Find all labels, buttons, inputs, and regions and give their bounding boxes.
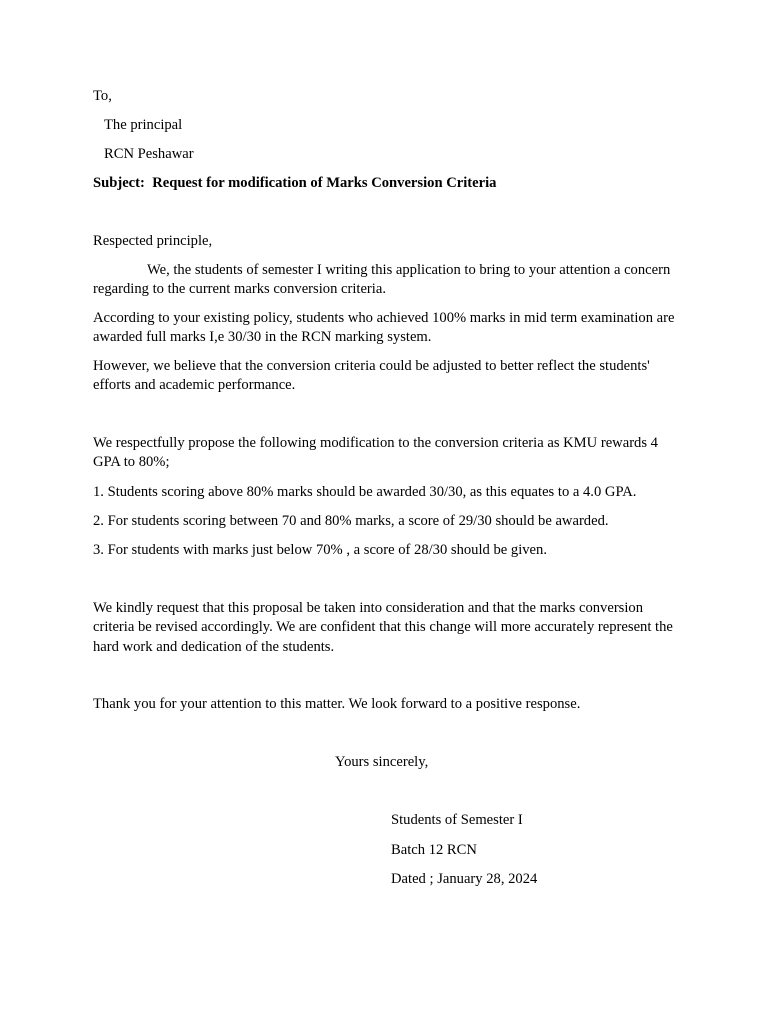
proposal-item-3: 3. For students with marks just below 70% , a score of 28/30 should be given.	[93, 542, 547, 558]
intro-paragraph: We, the students of semester I writing this application to bring to your attention a concern regarding to the current marks conversion criteria.	[93, 262, 671, 298]
signature-sender: Students of Semester I	[391, 812, 523, 828]
signature-date: Dated ; January 28, 2024	[391, 871, 538, 887]
closing: Yours sincerely,	[335, 754, 429, 770]
salutation-to: To,	[93, 88, 112, 104]
subject-text: Request for modification of Marks Conversion Criteria	[152, 175, 497, 191]
proposal-item-1: 1. Students scoring above 80% marks should be awarded 30/30, as this equates to a 4.0 GPA.	[93, 484, 637, 500]
subject-line	[93, 174, 496, 193]
signature-batch: Batch 12 RCN	[391, 842, 477, 858]
thanks-line: Thank you for your attention to this matter. We look forward to a positive response.	[93, 696, 581, 712]
subject-label: Subject:	[93, 175, 145, 191]
recipient-title: The principal	[104, 117, 183, 133]
greeting: Respected principle,	[93, 233, 213, 249]
belief-paragraph: However, we believe that the conversion criteria could be adjusted to better reflect the students' efforts and academic performance.	[93, 358, 650, 394]
proposal-item-2: 2. For students scoring between 70 and 80% marks, a score of 29/30 should be awarded.	[93, 513, 609, 529]
proposal-paragraph: We respectfully propose the following modification to the conversion criteria as KMU rewards 4 GPA to 80%;	[93, 435, 658, 471]
policy-paragraph: According to your existing policy, students who achieved 100% marks in mid term examination are awarded full marks I,e 30/30 in the RCN marking system.	[93, 310, 675, 346]
recipient-org: RCN Peshawar	[104, 146, 194, 162]
request-paragraph: We kindly request that this proposal be taken into consideration and that the marks conversion criteria be revised accordingly. We are confident that this change will more accurately represent the hard work and dedication of the students.	[93, 600, 673, 655]
